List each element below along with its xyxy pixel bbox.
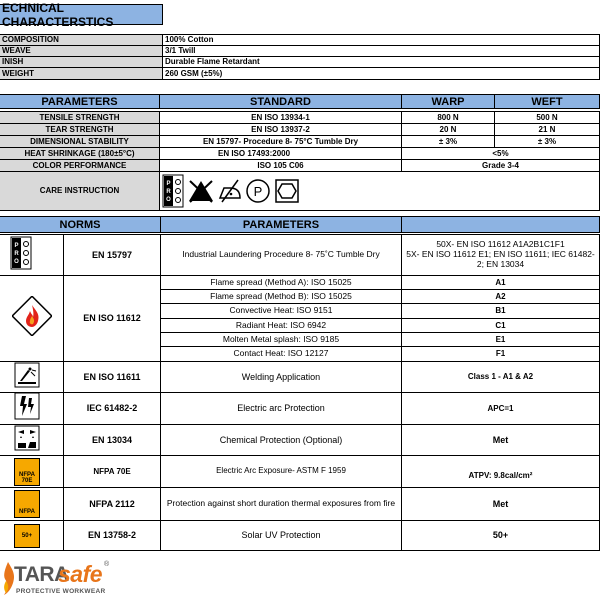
dry-clean-p-icon <box>245 178 271 204</box>
norm-param: Protection against short duration thermal exposures from fire <box>160 487 402 521</box>
norm-name: EN 13034 <box>63 424 161 456</box>
norm-name: NFPA 2112 <box>63 487 161 521</box>
params-header-warp: WARP <box>401 94 495 109</box>
param-label: COLOR PERFORMANCE <box>0 159 160 172</box>
norms-header-value <box>401 216 600 233</box>
norm-param: Electric arc Protection <box>160 392 402 425</box>
norm-param: Solar UV Protection <box>160 520 402 551</box>
norm-value: C1 <box>401 318 600 333</box>
param-label: TENSILE STRENGTH <box>0 111 160 124</box>
norm-value: E1 <box>401 332 600 347</box>
welding-icon-cell <box>0 361 64 393</box>
norm-name: EN ISO 11611 <box>63 361 161 393</box>
solar-uv-icon-cell <box>0 520 64 551</box>
param-weft: 21 N <box>494 123 600 136</box>
norm-name: IEC 61482-2 <box>63 392 161 425</box>
norm-name: EN 15797 <box>63 234 161 276</box>
tech-value: 3/1 Twill <box>162 45 600 57</box>
care-label: CARE INSTRUCTION <box>0 171 160 211</box>
nfpa-70e-icon <box>14 458 40 486</box>
params-header-parameters: PARAMETERS <box>0 94 160 109</box>
norm-value: 50+ <box>401 520 600 551</box>
param-label: HEAT SHRINKAGE (180±5°C) <box>0 147 160 160</box>
tech-title-bar <box>0 0 163 29</box>
param-standard: EN 15797- Procedure 8- 75°C Tumble Dry <box>159 135 402 148</box>
norm-value: F1 <box>401 346 600 362</box>
brand-tara: TARA <box>14 563 69 586</box>
param-warp: ± 3% <box>401 135 495 148</box>
no-bleach-icon <box>187 178 213 204</box>
param-warp: 800 N <box>401 111 495 124</box>
norm-param: Flame spread (Method B): ISO 15025 <box>160 289 402 304</box>
pro-icon <box>10 236 32 275</box>
tumble-dry-icon <box>274 178 300 204</box>
tech-label: WEAVE <box>0 45 163 57</box>
param-label: DIMENSIONAL STABILITY <box>0 135 160 148</box>
svg-text:R: R <box>14 250 19 257</box>
electric-arc-icon <box>14 392 40 425</box>
uv-label: 50+ <box>21 532 33 539</box>
solar-uv-icon <box>14 524 40 548</box>
norm-name: EN 13758-2 <box>63 520 161 551</box>
norm-name: EN ISO 11612 <box>63 275 161 362</box>
norm-param: Convective Heat: ISO 9151 <box>160 303 402 319</box>
params-header-standard: STANDARD <box>159 94 402 109</box>
tech-value: 260 GSM (±5%) <box>162 67 600 80</box>
iron-icon <box>216 178 242 204</box>
tech-label: WEIGHT <box>0 67 163 80</box>
param-label: TEAR STRENGTH <box>0 123 160 136</box>
nfpa-icon-cell <box>0 487 64 521</box>
param-standard: EN ISO 17493:2000 <box>159 147 402 160</box>
brand-logo <box>0 559 120 599</box>
care-icons <box>159 171 600 211</box>
norm-param: Radiant Heat: ISO 6942 <box>160 318 402 333</box>
flame-icon <box>12 296 52 341</box>
nfpa-icon <box>14 490 40 518</box>
tech-value: 100% Cotton <box>162 34 600 46</box>
brand-safe: safe <box>58 561 103 587</box>
norm-param: Industrial Laundering Procedure 8- 75˚C Tumble Dry <box>160 234 402 276</box>
param-standard: ISO 105 C06 <box>159 159 402 172</box>
electric-arc-icon-cell <box>0 392 64 425</box>
norm-param: Electric Arc Exposure- ASTM F 1959 <box>160 455 402 488</box>
norm-value: A1 <box>401 275 600 290</box>
norm-value: ATPV: 9.8cal/cm² <box>401 455 600 488</box>
param-standard: EN ISO 13937-2 <box>159 123 402 136</box>
param-warp: 20 N <box>401 123 495 136</box>
norm-value: Met <box>401 487 600 521</box>
tech-label: INISH <box>0 56 163 68</box>
nfpa-70e-label: NFPA 70E <box>19 471 35 484</box>
norms-header-parameters: PARAMETERS <box>160 216 402 233</box>
chemical-icon <box>14 425 40 456</box>
chemical-icon-cell <box>0 424 64 456</box>
norm-value: 50X- EN ISO 11612 A1A2B1C1F1 5X- EN ISO 11612 E1; EN ISO 11611; IEC 61482-2; EN 13034 <box>401 234 600 276</box>
param-combined: Grade 3-4 <box>401 159 600 172</box>
norm-param: Welding Application <box>160 361 402 393</box>
norm-value: B1 <box>401 303 600 319</box>
svg-text:R: R <box>166 189 171 195</box>
param-weft: 500 N <box>494 111 600 124</box>
brand-registered: ® <box>104 561 110 568</box>
param-weft: ± 3% <box>494 135 600 148</box>
norm-name: NFPA 70E <box>63 455 161 488</box>
nfpa-label: NFPA <box>19 509 35 515</box>
svg-text:O: O <box>166 197 171 203</box>
nfpa-70e-icon-cell <box>0 455 64 488</box>
tech-value: Durable Flame Retardant <box>162 56 600 68</box>
param-standard: EN ISO 13934-1 <box>159 111 402 124</box>
norm-param: Chemical Protection (Optional) <box>160 424 402 456</box>
pro-icon <box>162 174 184 208</box>
norm-value: Met <box>401 424 600 456</box>
param-combined: <5% <box>401 147 600 160</box>
svg-text:P: P <box>14 242 19 249</box>
welding-icon <box>14 362 40 393</box>
tech-title: ECHNICAL CHARACTERSTICS <box>2 0 114 29</box>
svg-text:O: O <box>14 258 19 265</box>
pro-icon-cell <box>0 234 64 276</box>
params-header-weft: WEFT <box>494 94 600 109</box>
brand-tagline: PROTECTIVE WORKWEAR <box>16 588 106 595</box>
norm-value: A2 <box>401 289 600 304</box>
norm-param: Flame spread (Method A): ISO 15025 <box>160 275 402 290</box>
svg-text:P: P <box>166 181 171 187</box>
norm-param: Contact Heat: ISO 12127 <box>160 346 402 362</box>
svg-text:P: P <box>253 184 263 199</box>
flame-icon-cell <box>0 275 64 362</box>
norms-header-norms: NORMS <box>0 216 161 233</box>
tech-label: COMPOSITION <box>0 34 163 46</box>
norm-value: APC=1 <box>401 392 600 425</box>
norm-value: Class 1 - A1 & A2 <box>401 361 600 393</box>
norm-param: Molten Metal splash: ISO 9185 <box>160 332 402 347</box>
